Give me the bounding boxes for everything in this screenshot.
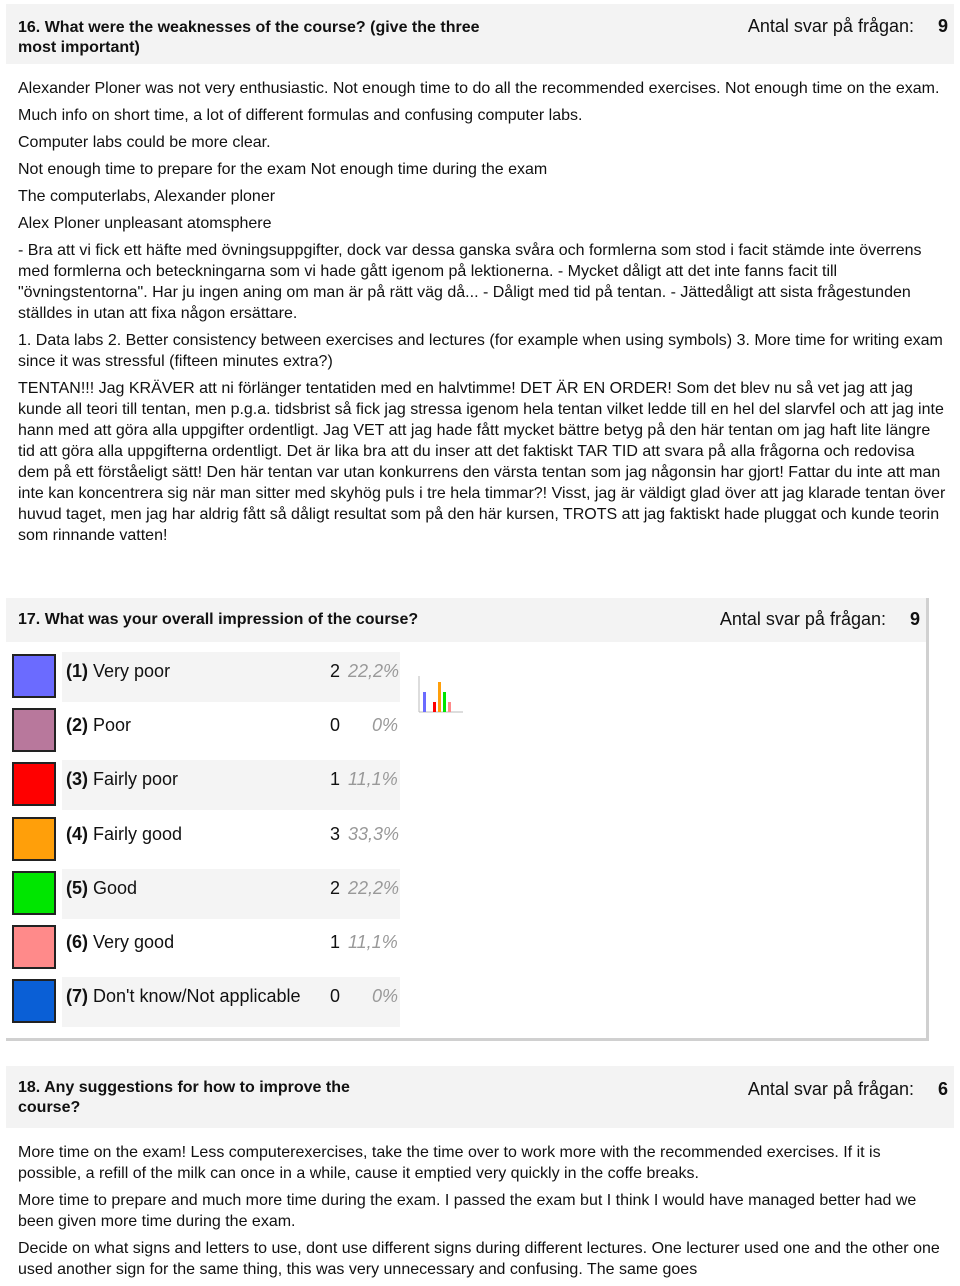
q17-header — [6, 598, 926, 642]
answer-item: Alex Ploner unpleasant atomsphere — [18, 215, 272, 232]
option-row — [12, 923, 402, 975]
q18-header — [6, 1066, 954, 1128]
option-number: (6) — [66, 932, 88, 952]
option-percent: 22,2% — [348, 661, 400, 681]
option-percent: 33,3% — [348, 823, 400, 844]
answer-item: More time to prepare and much more time during the exam. I passed the exam but I think I would have managed better had we been given more time during the exam. — [18, 1192, 917, 1230]
option-number: (5) — [66, 877, 88, 898]
q18-count: 6 — [937, 1079, 948, 1099]
q17-mini-bar-chart — [415, 668, 467, 716]
option-percent: 11,1% — [348, 769, 398, 790]
color-swatch — [12, 925, 56, 969]
chart-bar — [448, 702, 451, 712]
option-count: 0 — [330, 986, 341, 1007]
option-text: Very poor — [93, 661, 171, 681]
option-count: 0 — [330, 715, 341, 736]
q17-count: 9 — [909, 609, 920, 629]
option-number: (2) — [66, 715, 88, 736]
color-swatch — [12, 762, 56, 806]
color-swatch — [12, 654, 56, 698]
option-count: 2 — [330, 661, 341, 681]
option-text: Fairly poor — [93, 769, 179, 790]
chart-bar — [438, 682, 441, 712]
option-number: (4) — [66, 823, 88, 844]
option-count: 1 — [330, 769, 341, 790]
option-count: 2 — [330, 877, 341, 898]
q17-count-label: Antal svar på frågan: — [719, 609, 886, 629]
answer-item: Computer labs could be more clear. — [18, 134, 271, 151]
option-text: Don't know/Not applicable — [93, 986, 301, 1007]
option-text: Good — [93, 877, 138, 898]
option-number: (3) — [66, 769, 88, 790]
color-swatch — [12, 979, 56, 1023]
chart-bar — [423, 692, 426, 712]
option-text: Fairly good — [93, 823, 183, 844]
option-count: 3 — [330, 823, 341, 844]
option-percent: 0% — [372, 715, 399, 736]
option-row — [12, 760, 402, 812]
q18-title: 18. Any suggestions for how to improve the course? — [18, 1079, 350, 1116]
q18-answers — [18, 1142, 948, 1286]
option-count: 1 — [330, 932, 341, 952]
q16-header — [6, 4, 954, 64]
q16-count-label: Antal svar på frågan: — [747, 16, 914, 36]
option-percent: 22,2% — [348, 877, 400, 898]
answer-item: Not enough time to prepare for the exam Not enough time during the exam — [18, 161, 548, 178]
option-percent: 0% — [372, 986, 399, 1007]
q16-title: 16. What were the weaknesses of the course? (give the three most important) — [18, 19, 480, 56]
answer-item: - Bra att vi fick ett häfte med övningsuppgifter, dock var dessa ganska svåra och formlerna som stod i facit stämde inte överrens med formlerna och beteckningarna som vi hade gått igenom på lektionerna. - Mycket dåligt att det inte fanns facit till "övningstentorna". Har ju ingen aning om man är på rätt väg då... - Dåligt med tid på tentan. - Jättedåligt att sista frågestunden ställdes in utan att fixa någon ersättare. — [18, 242, 922, 322]
q17-title: 17. What was your overall impression of the course? — [18, 611, 419, 628]
answer-item: More time on the exam! Less computerexercises, take the time over to work more with the recommended exercises. If it is possible, a refill of the milk can once in a while, cause it emptied very quickly in the coffe breaks. — [18, 1144, 881, 1182]
color-swatch — [12, 708, 56, 752]
option-row — [12, 869, 402, 921]
answer-item: Much info on short time, a lot of different formulas and confusing computer labs. — [18, 107, 583, 124]
option-label — [66, 878, 137, 899]
q16-count: 9 — [937, 16, 948, 36]
answer-item: The computerlabs, Alexander ploner — [18, 188, 276, 205]
answer-item: 1. Data labs 2. Better consistency between exercises and lectures (for example when using symbols) 3. More time for writing exam since it was stressful (fifteen minutes extra?) — [18, 332, 943, 370]
chart-bar — [443, 692, 446, 712]
color-swatch — [12, 817, 56, 861]
option-percent: 11,1% — [348, 932, 398, 952]
option-row — [12, 652, 402, 704]
q16-answers — [18, 78, 948, 552]
option-number: (7) — [66, 986, 88, 1007]
option-row — [12, 977, 402, 1029]
option-text: Poor — [93, 715, 132, 736]
option-row — [12, 706, 402, 758]
color-swatch — [12, 871, 56, 915]
option-number: (1) — [66, 661, 88, 681]
option-text: Very good — [93, 932, 175, 952]
option-label — [66, 661, 170, 682]
option-label — [66, 769, 178, 790]
answer-item: Alexander Ploner was not very enthusiastic. Not enough time to do all the recommended exercises. Not enough time on the exam. — [18, 80, 940, 97]
q18-count-label: Antal svar på frågan: — [747, 1079, 914, 1099]
option-label — [66, 824, 182, 845]
option-row — [12, 815, 402, 867]
option-label — [66, 715, 131, 736]
answer-item: TENTAN!!! Jag KRÄVER att ni förlänger tentatiden med en halvtimme! DET ÄR EN ORDER! Som det blev nu så vet jag att jag kunde all teori till tentan, men p.g.a. tidsbrist så fick jag stressa igenom hela tentan vilket ledde till en hel del slarvfel och att jag inte hann med att göra alla uppgifter ordentligt. Jag VET att jag hade fått mycket bättre betyg på den här tentan om jag haft lite längre tid att göra alla uppgifterna ordentligt. Det är lika bra att du inser att det faktiskt TAR TID att svara på alla frågorna och redovisa dem på ett förståeligt sätt! Den här tentan var utan konkurrens den värsta tentan som jag någonsin har gjort! Fattar du inte att man inte kan koncentrera sig när man sitter med skyhög puls i tre hela timmar?! Visst, jag är väldigt glad över att jag klarade tentan över huvud taget, men jag har aldrig fått så dåligt resultat som på den här kursen, TROTS att jag faktiskt hade pluggat och kunde teorin som rinnande vatten! — [18, 380, 946, 544]
chart-bar — [433, 702, 436, 712]
option-label — [66, 986, 301, 1007]
option-label — [66, 932, 174, 953]
answer-item: Decide on what signs and letters to use, dont use different signs during different lectures. One lecturer used one and the other one used another sign for the same thing, this was very unnecessary and confusing. The same goes — [18, 1240, 940, 1278]
